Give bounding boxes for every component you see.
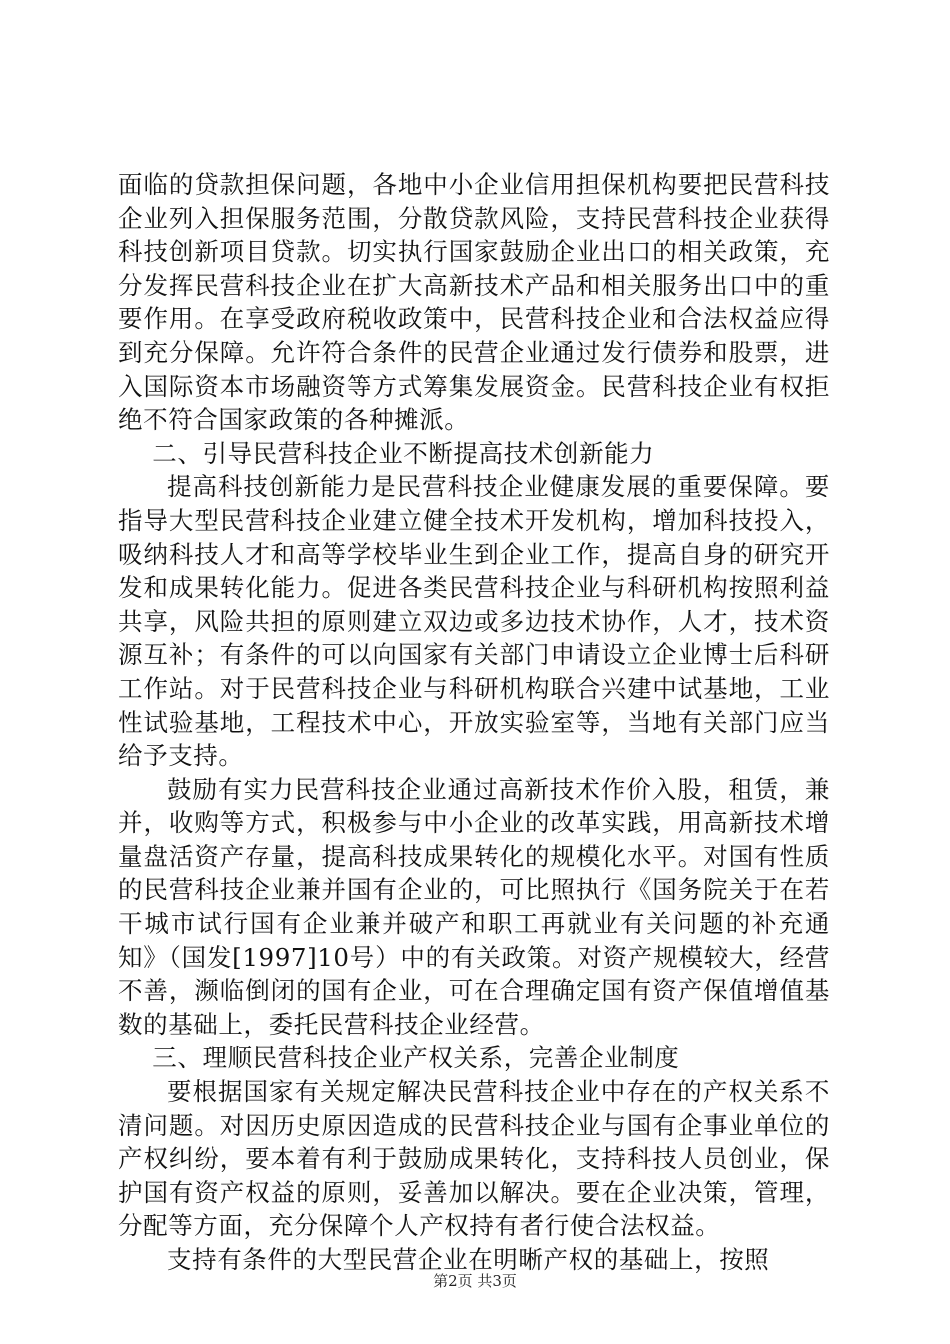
page-number-footer: 第2页 共3页 xyxy=(433,1272,517,1290)
document-body xyxy=(118,168,830,1277)
paragraph: 要根据国家有关规定解决民营科技企业中存在的产权关系不清问题。对因历史原因造成的民营科技企业与国有企事业单位的产权纠纷，要本着有利于鼓励成果转化，支持科技人员创业，保护国有资产权益的原则，妥善加以解决。要在企业决策，管理，分配等方面，充分保障个人产权持有者行使合法权益。 xyxy=(118,1077,830,1241)
section-heading-3: 三、理顺民营科技企业产权关系，完善企业制度 xyxy=(152,1043,680,1073)
paragraph: 提高科技创新能力是民营科技企业健康发展的重要保障。要指导大型民营科技企业建立健全技术开发机构，增加科技投入，吸纳科技人才和高等学校毕业生到企业工作，提高自身的研究开发和成果转化能力。促进各类民营科技企业与科研机构按照利益共享，风险共担的原则建立双边或多边技术协作，人才，技术资源互补；有条件的可以向国家有关部门申请设立企业博士后科研工作站。对于民营科技企业与科研机构联合兴建中试基地，工业性试验基地，工程技术中心，开放实验室等，当地有关部门应当给予支持。 xyxy=(118,472,830,771)
paragraph: 鼓励有实力民营科技企业通过高新技术作价入股，租赁，兼并，收购等方式，积极参与中小企业的改革实践，用高新技术增量盘活资产存量，提高科技成果转化的规模化水平。对国有性质的民营科技企业兼并国有企业的，可比照执行《国务院关于在若干城市试行国有企业兼并破产和职工再就业有关问题的补充通知》（国发[1997]10号）中的有关政策。对资产规模较大，经营不善，濒临倒闭的国有企业，可在合理确定国有资产保值增值基数的基础上，委托民营科技企业经营。 xyxy=(118,774,830,1039)
paragraph: 支持有条件的大型民营企业在明晰产权的基础上，按照 xyxy=(167,1245,770,1274)
paragraph-continued: 面临的贷款担保问题，各地中小企业信用担保机构要把民营科技企业列入担保服务范围，分散贷款风险，支持民营科技企业获得科技创新项目贷款。切实执行国家鼓励企业出口的相关政策，充分发挥民营科技企业在扩大高新技术产品和相关服务出口中的重要作用。在享受政府税收政策中，民营科技企业和合法权益应得到充分保障。允许符合条件的民营企业通过发行债券和股票，进入国际资本市场融资等方式筹集发展资金。民营科技企业有权拒绝不符合国家政策的各种摊派。 xyxy=(118,170,830,435)
section-heading-2: 二、引导民营科技企业不断提高技术创新能力 xyxy=(152,438,655,468)
